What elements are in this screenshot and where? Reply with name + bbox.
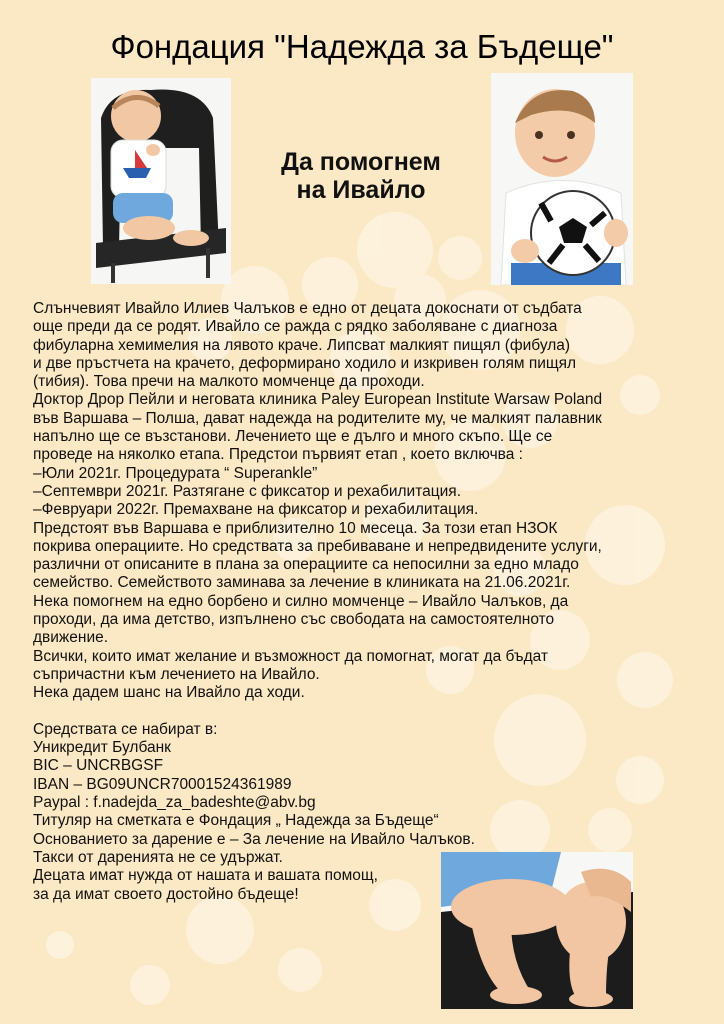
story-line: –Юли 2021г. Процедурата “ Superankle” <box>33 464 318 482</box>
story-line: Доктор Дрор Пейли и неговата клиника Paley European Institute Warsaw Poland <box>33 391 603 409</box>
story-line: –Февруари 2022г. Премахване на фиксатор и рехабилитация. <box>33 501 479 519</box>
story-line: (тибия). Това пречи на малкото момченце да проходи. <box>33 373 425 391</box>
paragraph-gap <box>33 703 698 721</box>
story-line: Слънчевият Ивайло Илиев Чалъков е едно от децата докоснати от съдбата <box>33 300 582 317</box>
story-line: Всички, които имат желание и възможност да помогнат, могат да бъдат <box>33 647 548 665</box>
donation-line: за да имат своето достойно бъдеще! <box>33 885 299 903</box>
child-photo-ball <box>491 73 633 285</box>
story-line: покрива операциите. Но средствата за пребиваване и непредвидените услуги, <box>33 537 602 555</box>
donation-line: Такси от даренията не се удържат. <box>33 848 283 866</box>
donation-line: Титуляр на сметката е Фондация „ Надежда за Бъдеще“ <box>33 812 439 830</box>
story-line: фибуларна хемимелия на лявото краче. Липсват малкият пищял (фибула) <box>33 336 571 354</box>
donation-paypal: Paypal : f.nadejda_za_badeshte@abv.bg <box>33 794 316 812</box>
story-line: –Септември 2021г. Разтягане с фиксатор и рехабилитация. <box>33 482 461 500</box>
story-line: семейство. Семейството заминава за лечение в клиниката на 21.06.2021г. <box>33 574 571 592</box>
page-title: Фондация "Надежда за Бъдеще" <box>110 28 614 65</box>
donation-bic: BIC – UNCRBGSF <box>33 757 164 775</box>
subtitle <box>250 148 472 204</box>
story-line: движение. <box>33 629 109 647</box>
donation-bank: Уникредит Булбанк <box>33 739 171 757</box>
donation-line: Средствата се набират в: <box>33 720 218 738</box>
subtitle-line: на Ивайло <box>296 176 426 204</box>
story-line: и две пръстчета на крачето, деформирано ходило и изкривен голям пищял <box>33 354 577 372</box>
story-text <box>33 300 698 904</box>
story-line: още преди да се родят. Ивайло се ражда с рядко заболяване с диагноза <box>33 318 558 336</box>
donation-line: Децата имат нужда от нашата и вашата помощ, <box>33 867 378 885</box>
child-photo-chair <box>91 78 231 284</box>
story-line: Нека помогнем на едно борбено и силно момченце – Ивайло Чалъков, да <box>33 592 569 610</box>
story-line: напълно ще се възстанови. Лечението ще е дълго и много скъпо. Ще се <box>33 428 553 446</box>
story-line: във Варшава – Полша, дават надежда на родителите му, че малкият палавник <box>33 409 602 427</box>
subtitle-line: Да помогнем <box>281 148 441 176</box>
story-line: съпричастни към лечението на Ивайло. <box>33 665 320 683</box>
story-line: Нека дадем шанс на Ивайло да ходи. <box>33 684 305 702</box>
child-legs-photo <box>441 852 633 1009</box>
story-line: проходи, да има детство, изпълнено със свободата на самостоятелното <box>33 611 555 629</box>
story-line: различни от описаните в плана за операциите са непосилни за едно младо <box>33 556 579 574</box>
story-line: Предстоят във Варшава е приблизително 10 месеца. За този етап НЗОК <box>33 519 558 537</box>
donation-line: Основанието за дарение е – За лечение на Ивайло Чалъков. <box>33 830 475 848</box>
donation-iban: IBAN – BG09UNCR70001524361989 <box>33 775 292 793</box>
story-line: проведе на няколко етапа. Предстои първият етап , което включва : <box>33 446 523 464</box>
